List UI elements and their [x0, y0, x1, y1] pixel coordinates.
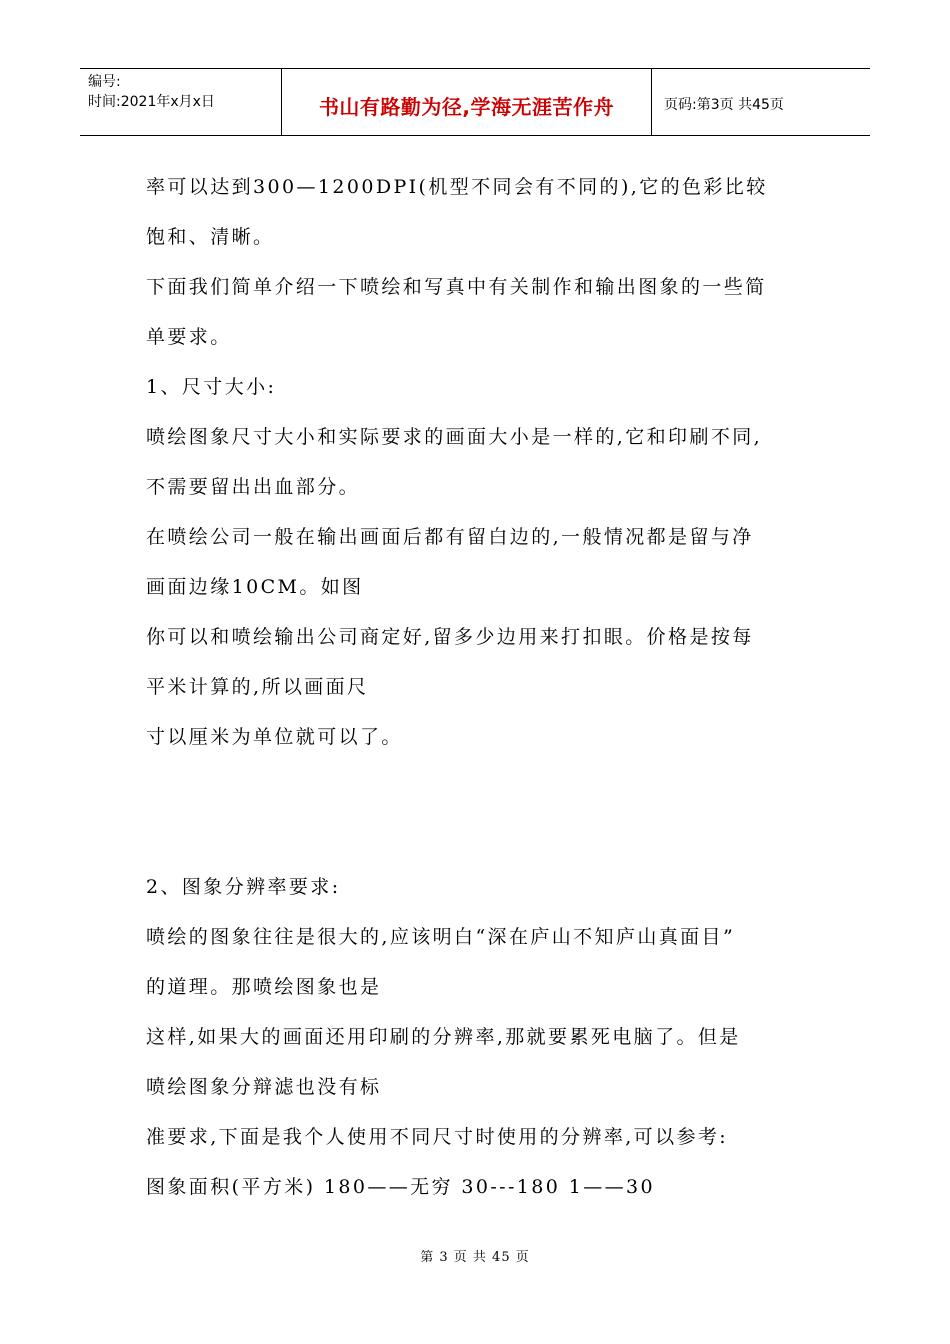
- section-heading-size: 1、尺寸大小:: [146, 376, 277, 398]
- body-line: 饱和、清晰。: [146, 226, 275, 248]
- header-page-cell: [652, 69, 870, 135]
- header-page-label: 页码:第3页 共45页: [664, 97, 784, 113]
- body-line: 喷绘的图象往往是很大的,应该明白“深在庐山不知庐山真面目”: [146, 926, 736, 948]
- header-info-cell: [80, 69, 282, 135]
- body-line: 在喷绘公司一般在输出画面后都有留白边的,一般情况都是留与净: [146, 526, 754, 548]
- header-motto: 书山有路勤为径,学海无涯苦作舟: [318, 94, 615, 119]
- header-motto-cell: [282, 69, 652, 135]
- body-line: 不需要留出出血部分。: [146, 476, 361, 498]
- body-line: 率可以达到300—1200DPI(机型不同会有不同的),它的色彩比较: [146, 176, 768, 198]
- body-line: 寸以厘米为单位就可以了。: [146, 726, 403, 748]
- body-line: 你可以和喷绘输出公司商定好,留多少边用来打扣眼。价格是按每: [146, 626, 754, 648]
- body-line: 画面边缘10CM。如图: [146, 576, 364, 598]
- page-footer: 第 3 页 共 45 页: [420, 1250, 530, 1265]
- header-table: [80, 68, 870, 136]
- section-heading-resolution: 2、图象分辨率要求:: [146, 876, 341, 898]
- body-line: 的道理。那喷绘图象也是: [146, 976, 382, 998]
- document-body: [146, 162, 826, 1212]
- body-line: 图象面积(平方米) 180——无穷 30---180 1——30: [146, 1176, 655, 1198]
- blank-gap: [146, 762, 826, 862]
- body-line: 准要求,下面是我个人使用不同尺寸时使用的分辨率,可以参考:: [146, 1126, 729, 1148]
- body-line: 单要求。: [146, 326, 232, 348]
- body-line: 这样,如果大的画面还用印刷的分辨率,那就要累死电脑了。但是: [146, 1026, 741, 1048]
- document-number-label: 编号:: [88, 74, 121, 90]
- body-line: 喷绘图象分辩滤也没有标: [146, 1076, 382, 1098]
- body-line: 喷绘图象尺寸大小和实际要求的画面大小是一样的,它和印刷不同,: [146, 426, 763, 448]
- body-line: 下面我们简单介绍一下喷绘和写真中有关制作和输出图象的一些简: [146, 276, 767, 298]
- body-line: 平米计算的,所以画面尺: [146, 676, 369, 698]
- document-date-label: 时间:2021年x月x日: [88, 94, 215, 110]
